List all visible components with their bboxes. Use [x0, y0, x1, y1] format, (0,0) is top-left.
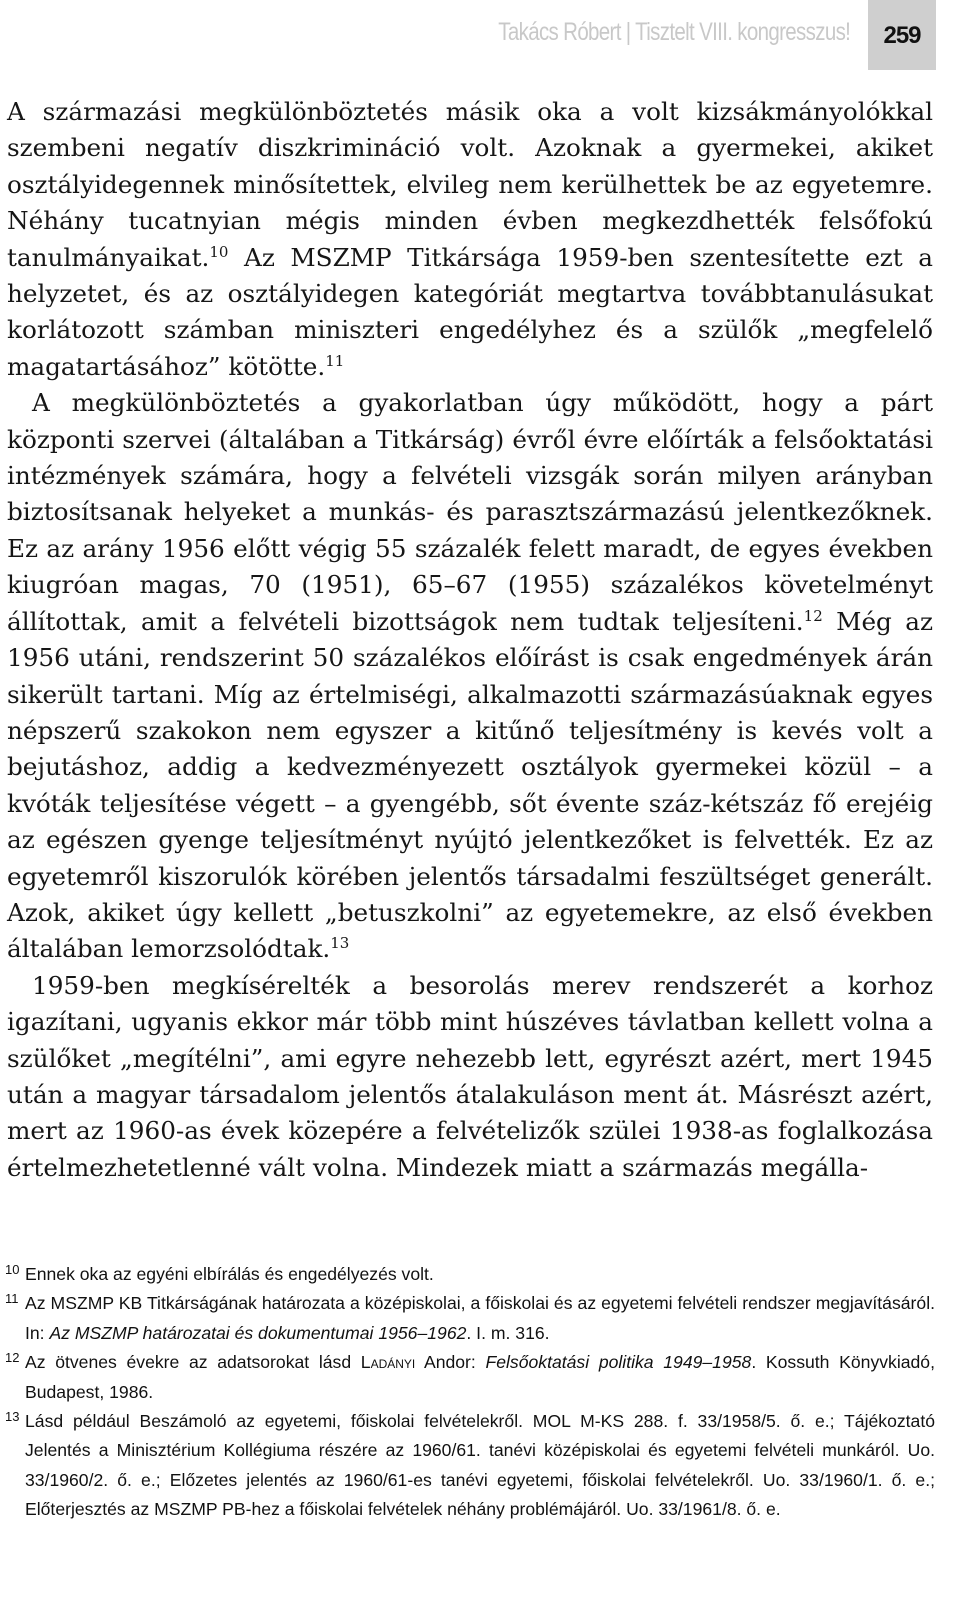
paragraph-text: 1959-ben megkísérelték a besorolás merev rendszerét a korhoz igazítani, ugyanis ekkor már több mint húszéves távlatban kellett volna a szülőket „megítélni”, ami egyre nehezebb lett, egyrészt azért, mert 1945 után a magyar társadalom jelentős átalakuláson ment át. Másrészt azért, mert az 1960-as évek közepére a felvételizők szülei 1938-as foglalkozása értelmezhetetlenné vált volna. Mindezek miatt a származás megálla- — [7, 970, 933, 1182]
paragraph-text: Az MSZMP Titkársága 1959-ben szentesítette ezt a helyzetet, és az osztályidegen kategóriát megtartva továbbtanulásukat korlátozott számban miniszteri engedélyhez és a szülők „megfelelő magatartásához” kötötte. — [7, 242, 933, 381]
paragraph — [7, 385, 933, 968]
footnote-text: Lásd például Beszámoló az egyetemi, főiskolai felvételekről. MOL M-KS 288. f. 33/1958/5. ő. e.; Tájékoztató Jelentés a Minisztérium Kollégiuma részére az 1960/61. tanévi középiskolai és egyetemi felvételi munkáról. Uo. 33/1960/2. ő. e.; Előzetes jelentés az 1960/61-es tanévi egyetemi, főiskolai felvételekről. Uo. 33/1960/1. ő. e.; Előterjesztés az MSZMP PB-hez a főiskolai felvételek néhány problémájáról. Uo. 33/1961/8. ő. e. — [25, 1411, 935, 1520]
footnote — [5, 1407, 935, 1525]
footnote — [5, 1348, 935, 1407]
page-number: 259 — [883, 22, 921, 49]
page-number-box — [868, 0, 936, 70]
paragraph-text: A megkülönböztetés a gyakorlatban úgy működött, hogy a párt központi szervei (általában a Titkárság) évről évre előírták a felsőoktatási intézmények számára, hogy a felvételi vizsgák során milyen arányban biztosítsanak helyeket a munkás- és parasztszármazású jelentkezőknek. Ez az arány 1956 előtt végig 55 százalék felett maradt, de egyes években kiugróan magas, 70 (1951), 65–67 (1955) százalékos követelményt állítottak, amit a felvételi bizottságok nem tudtak teljesíteni. — [7, 388, 933, 636]
footnote-text: . Kossuth Könyvkiadó, Budapest, 1986. — [25, 1352, 935, 1402]
footnote-reference: 13 — [330, 934, 350, 953]
footnote-number: 12 — [5, 1350, 20, 1366]
paragraph — [7, 968, 933, 1186]
footnote-text: Ennek oka az egyéni elbírálás és engedélyezés volt. — [25, 1264, 434, 1284]
footnote — [5, 1260, 935, 1289]
footnote — [5, 1289, 935, 1348]
footnote-text: Andor: — [415, 1352, 486, 1373]
paragraph-text: Még az 1956 utáni, rendszerint 50 százalékos előírást is csak engedmények árán sikerült tartani. Míg az értelmiségi, alkalmazotti származásúaknak egyes népszerű szakokon nem egyszer a kitűnő teljesítmény is kevés volt a bejutáshoz, addig a kedvezményezett osztályok gyermekei közül – a kvóták teljesítése végett – a gyengébb, sőt évente száz-kétszáz fő erejéig az egészen gyenge teljesítményt nyújtó jelentkezőket is felvették. Ez az egyetemről kiszorulók körében jelentős társadalmi feszültséget generált. Azok, akiket úgy kellett „betuszkolni” az egyetemekre, az első években általában lemorzsolódtak. — [7, 606, 933, 964]
footnote-title: Az MSZMP határozatai és dokumentumai 1956–1962 — [49, 1322, 467, 1343]
paragraph — [7, 94, 933, 385]
footnote-text: Az MSZMP KB Titkárságának határozata a középiskolai, a főiskolai és az egyetemi felvételi rendszer megjavításáról. In: — [25, 1293, 935, 1343]
footnote-reference: 12 — [803, 606, 823, 625]
footnote-author: Ladányi — [360, 1352, 416, 1373]
body-text — [7, 94, 933, 1186]
footnotes — [5, 1260, 935, 1525]
footnote-title: Felsőoktatási politika 1949–1958 — [485, 1352, 752, 1373]
footnote-number: 11 — [5, 1291, 19, 1307]
running-head: Takács Róbert | Tisztelt VIII. kongresszus! — [498, 18, 850, 46]
page-header — [0, 0, 960, 70]
footnote-number: 13 — [5, 1409, 20, 1425]
footnote-number: 10 — [5, 1262, 20, 1277]
footnote-text: Az ötvenes évekre az adatsorokat lásd — [25, 1352, 361, 1373]
paragraph-text: A származási megkülönböztetés másik oka a volt kizsákmányolókkal szembeni negatív diszkrimináció volt. Azoknak a gyermekei, akiket osztályidegennek minősítettek, elvileg nem kerülhettek be az egyetemre. Néhány tucatnyian mégis minden évben megkezdhették felsőfokú tanulmányaikat. — [7, 97, 933, 272]
footnote-reference: 10 — [209, 242, 229, 261]
footnote-reference: 11 — [325, 351, 345, 370]
footnote-text: . I. m. 316. — [466, 1322, 550, 1343]
